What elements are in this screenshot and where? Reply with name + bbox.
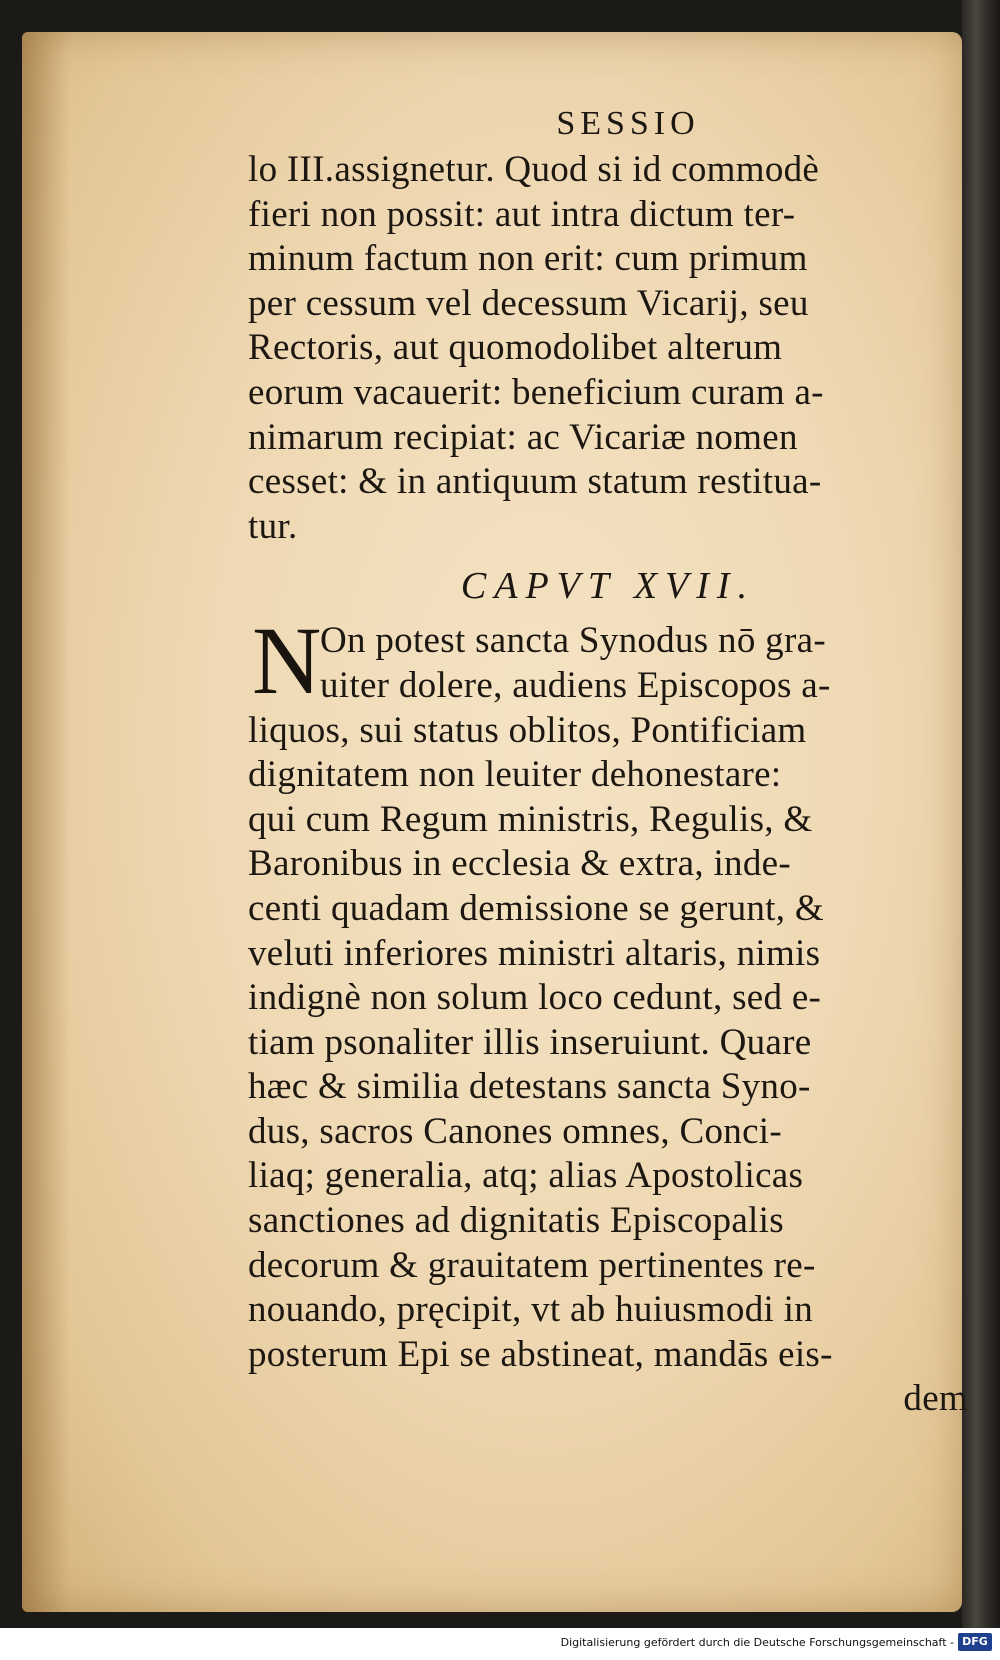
text-line: nouando, pręcipit, vt ab huiusmodi in [248,1289,813,1331]
text-line: fieri non possit: aut intra dictum ter- [248,193,796,235]
text-line: On potest sancta Synodus nō gra- [320,620,826,662]
text-line: hæc & similia detestans sancta Syno- [248,1066,811,1108]
chapter-paragraph [248,607,968,1422]
running-head: SESSIO [556,105,700,142]
text-line: liaq; generalia, atq; alias Apostolicas [248,1155,804,1197]
text-line: uiter dolere, audiens Episcopos a- [320,664,831,706]
text-line: posterum Epi se abstineat, mandās eis- [248,1333,833,1375]
funding-credit: Digitalisierung gefördert durch die Deutsche Forschungsgemeinschaft - [560,1636,954,1649]
drop-cap: N [252,607,322,715]
chapter-heading: CAPVT XVII. [460,565,756,608]
text-line: decorum & grauitatem pertinentes re- [248,1244,816,1286]
book-page [22,32,968,1612]
text-line: centi quadam demissione se gerunt, & [248,887,824,929]
dfg-logo-icon[interactable]: DFG [958,1633,992,1651]
footer-bar [0,1628,1000,1660]
text-line: dignitatem non leuiter dehonestare: [248,754,782,796]
text-line: veluti inferiores ministri altaris, nimis [248,932,821,974]
text-line: lo III.assignetur. Quod si id commodè [248,149,820,190]
text-line: minum factum non erit: cum primum [248,238,808,280]
intro-paragraph [248,148,968,549]
text-line: liquos, sui status oblitos, Pontificiam [248,709,807,751]
text-line: nimarum recipiat: ac Vicariæ nomen [248,416,798,458]
text-line: cesset: & in antiquum statum restitua- [248,461,822,503]
text-line: tiam psonaliter illis inseruiunt. Quare [248,1021,812,1063]
catchword: dem [903,1378,968,1420]
text-line: qui cum Regum ministris, Regulis, & [248,798,813,840]
text-line: dus, sacros Canones omnes, Conci- [248,1110,782,1152]
text-line: Baronibus in ecclesia & extra, inde- [248,843,791,885]
text-line: per cessum vel decessum Vicarij, seu [248,282,809,324]
text-line: sanctiones ad dignitatis Episcopalis [248,1200,784,1242]
text-line: tur. [248,505,298,547]
text-line: indignè non solum loco cedunt, sed e- [248,977,822,1019]
text-block [248,102,968,1422]
text-line: eorum vacauerit: beneficium curam a- [248,371,824,413]
text-line: Rectoris, aut quomodolibet alterum [248,327,783,369]
